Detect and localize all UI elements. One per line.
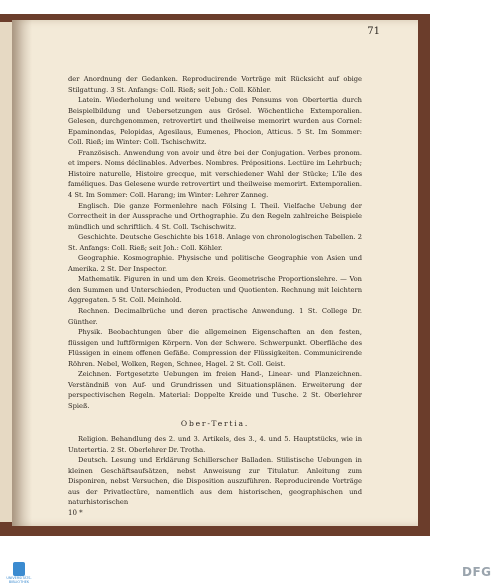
- paragraph-geographie: Geographie. Kosmographie. Physische und politische Geographie von Asien und Amerika. 2 St. Der Inspector.: [68, 254, 362, 273]
- library-logo-icon: [13, 562, 25, 576]
- signature-mark: 10 *: [68, 508, 83, 517]
- viewer-footer: [0, 560, 504, 588]
- paragraph-franzoesisch: Französisch. Anwendung von avoir und être bei der Conjugation. Verbes pronom. et impers. Noms déclinables. Adverbes. Nombres. Prépositions. Lectüre im Lehrbuch; Histoire naturelle, Histoire grecque, mit verschiedener Wahl der Stücke; L'île des faméliques. Das Gelesene wurde retrovertirt und theilweise memorirt. Extemporalien. 4 St. Im Sommer: Coll. Harang; im Winter: Lehrer Zanneg.: [68, 148, 362, 200]
- library-logo-text: UNIVERSITÄTS- BIBLIOTHEK: [6, 576, 32, 584]
- paragraph-physik: Physik. Beobachtungen über die allgemeinen Eigenschaften an den festen, flüssigen und luftförmigen Körpern. Von der Schwere. Schwerpunkt. Oberfläche des Flüssigen in einem offenen Gefäße. Compression der Flüssigkeiten. Communicirende Röhren. Nebel, Wolken, Regen, Schnee, Hagel. 2 St. Coll. Geist.: [68, 328, 362, 368]
- paragraph-latein: Latein. Wiederholung und weitere Uebung des Pensums von Obertertia durch Beispielbildung und Uebersetzungen aus Grösel. Wöchentliche Extemporalien. Gelesen, durchgenommen, retrovertirt und theilweise memorirt wurden aus Cornel: Epaminondas, Pelopidas, Agesilaus, Eumenes, Phocion, Atticus. 5 St. Im Sommer: Coll. Rieß; im Winter: Coll. Tschischwitz.: [68, 96, 362, 147]
- library-logo: [4, 562, 32, 586]
- paragraph-mathematik: Mathematik. Figuren in und um den Kreis. Geometrische Proportionslehre. — Von den Summen und Unterschieden, Producten und Quotienten. Rechnung mit leichtern Aggregaten. 5 St. Coll. Meinhold.: [68, 275, 362, 305]
- dfg-logo: DFG: [462, 565, 492, 579]
- paragraph-deutsch: Deutsch. Lesung und Erklärung Schillerscher Balladen. Stilistische Uebungen in kleinen Geschäftsaufsätzen, nebst Anweisung zur Titulatur. Anleitung zum Disponiren, nebst Versuchen, die Disposition auszuführen. Reproducirende Vorträge aus der Privatlectüre, namentlich aus dem historischen, geographischen und naturhistorischen: [68, 456, 362, 507]
- page-number: 71: [367, 26, 380, 37]
- paragraph-zeichnen: Zeichnen. Fortgesetzte Uebungen im freien Hand-, Linear- und Planzeichnen. Verständniß von Auf- und Grundrissen und Situationsplänen. Erweiterung der perspectivischen Regeln. Material: Doppelte Kreide und Tusche. 2 St. Oberlehrer Spieß.: [68, 370, 362, 410]
- paragraph-geschichte: Geschichte. Deutsche Geschichte bis 1618. Anlage von chronologischen Tabellen. 2 St. Anfangs: Coll. Rieß; seit Joh.: Coll. Köhler.: [68, 233, 362, 252]
- paragraph-religion: Religion. Behandlung des 2. und 3. Artikels, des 3., 4. und 5. Hauptstücks, wie in Untertertia. 2 St. Oberlehrer Dr. Trotha.: [68, 435, 362, 454]
- paragraph-rechnen: Rechnen. Decimalbrüche und deren practische Anwendung. 1 St. College Dr. Günther.: [68, 307, 362, 326]
- page-gutter-shadow: [12, 20, 32, 526]
- page-text: [68, 74, 362, 518]
- facing-page-edge: [0, 22, 12, 522]
- paragraph-englisch: Englisch. Die ganze Formenlehre nach Fölsing I. Theil. Vielfache Uebung der Correctheit in der Aussprache und Orthographie. Zu den Regeln zahlreiche Beispiele mündlich und schriftlich. 4 St. Coll. Tschischwitz.: [68, 201, 362, 231]
- paragraph-continuation: der Anordnung der Gedanken. Reproducirende Vorträge mit Rücksicht auf obige Stilgattung. 3 St. Anfangs: Coll. Rieß; seit Joh.: Coll. Köhler.: [68, 75, 362, 94]
- section-heading: Ober-Tertia.: [180, 418, 250, 428]
